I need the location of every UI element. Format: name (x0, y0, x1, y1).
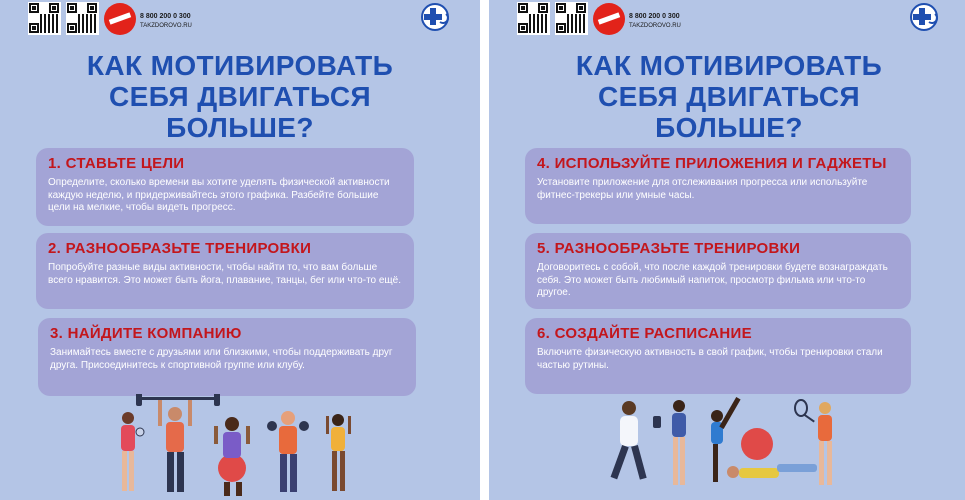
hotline-phone: 8 800 200 0 300 (629, 13, 680, 20)
tip-card-2 (36, 233, 414, 309)
tip-card-3 (38, 318, 416, 396)
exercising-people-illustration-icon (0, 394, 480, 500)
health-cross-logo-icon (420, 2, 450, 32)
tip-heading: 2. РАЗНООБРАЗЬТЕ ТРЕНИРОВКИ (48, 240, 312, 257)
tip-heading: 4. ИСПОЛЬЗУЙТЕ ПРИЛОЖЕНИЯ И ГАДЖЕТЫ (537, 155, 887, 172)
tip-text: Определите, сколько времени вы хотите уделять физической активности каждую неделю, и придерживайтесь этого графика. Разбейте большие цели на мелкие, чтобы видеть прогресс. (48, 177, 390, 213)
header-bar (517, 2, 717, 36)
contacts (629, 13, 681, 29)
qr-code-icon[interactable] (66, 2, 99, 35)
poster-left (0, 0, 480, 500)
tip-text: Включите физическую активность в свой график, чтобы тренировки стали частью рутины. (537, 347, 883, 371)
tip-heading: 3. НАЙДИТЕ КОМПАНИЮ (50, 325, 242, 342)
exercising-people-illustration-icon (489, 394, 965, 500)
tip-text: Занимайтесь вместе с друзьями или близкими, чтобы поддерживать друг друга. Присоединитесь к спортивной группе или клубу. (50, 347, 393, 371)
tip-card-6 (525, 318, 911, 394)
tip-text: Установите приложение для отслеживания прогресса или используйте фитнес-трекеры или умные часы. (537, 177, 868, 201)
health-cross-logo-icon (909, 2, 939, 32)
brand-badge-icon (104, 3, 136, 35)
tip-heading: 6. СОЗДАЙТЕ РАСПИСАНИЕ (537, 325, 752, 342)
tip-heading: 5. РАЗНООБРАЗЬТЕ ТРЕНИРОВКИ (537, 240, 801, 257)
tip-card-4 (525, 148, 911, 224)
page-title: КАК МОТИВИРОВАТЬ СЕБЯ ДВИГАТЬСЯ БОЛЬШЕ? (86, 50, 394, 143)
qr-code-icon[interactable] (517, 2, 550, 35)
header-bar (28, 2, 228, 36)
website-link[interactable]: TAKZDOROVO.RU (140, 23, 192, 29)
hotline-phone: 8 800 200 0 300 (140, 13, 191, 20)
website-link[interactable]: TAKZDOROVO.RU (629, 23, 681, 29)
tip-text: Договоритесь с собой, что после каждой тренировки будете вознаграждать себя. Это может быть любимый напиток, просмотр фильма или что-то другое. (537, 262, 888, 298)
poster-right (489, 0, 965, 500)
qr-code-icon[interactable] (28, 2, 61, 35)
tip-card-5 (525, 233, 911, 309)
contacts (140, 13, 192, 29)
tip-text: Попробуйте разные виды активности, чтобы найти то, что вам больше всего нравится. Это может быть йога, плавание, танцы, бег или что-то ещё. (48, 262, 402, 286)
page-title: КАК МОТИВИРОВАТЬ СЕБЯ ДВИГАТЬСЯ БОЛЬШЕ? (575, 50, 883, 143)
brand-badge-icon (593, 3, 625, 35)
tip-card-1 (36, 148, 414, 226)
tip-heading: 1. СТАВЬТЕ ЦЕЛИ (48, 155, 185, 172)
qr-code-icon[interactable] (555, 2, 588, 35)
